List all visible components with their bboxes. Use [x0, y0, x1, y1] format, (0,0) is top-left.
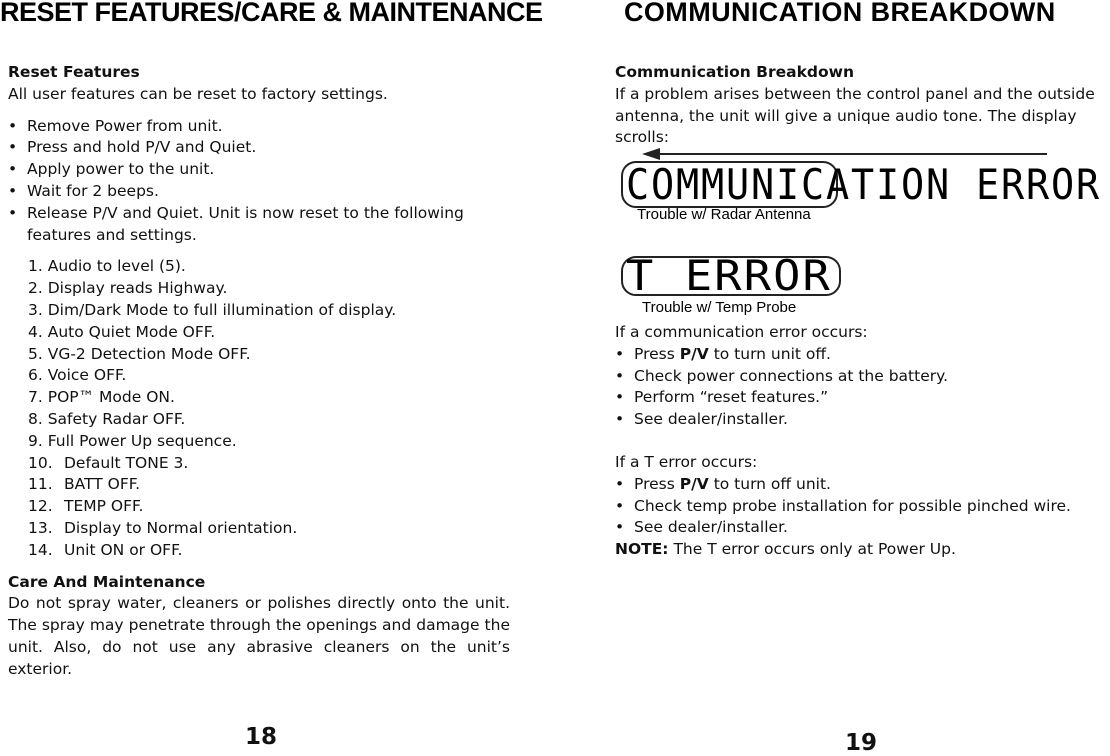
list-item: 3. Dim/Dark Mode to full illumination of display. [28, 300, 397, 319]
list-item: 6. Voice OFF. [28, 366, 127, 385]
page-number-left: 18 [245, 724, 278, 750]
display1-lcd-text: COMMUNICATION ERROR [626, 160, 1101, 209]
list-item: • See dealer/installer. [615, 518, 788, 537]
reset-features-intro: All user features can be reset to factory settings. [8, 84, 388, 103]
care-maintenance-text: Do not spray water, cleaners or polishes directly onto the unit. The spray may penetrate through the openings and damage the unit. Also, do not use any abrasive cleaners on the unit’s exterior. [8, 594, 510, 678]
care-maintenance-title: Care And Maintenance [8, 572, 206, 591]
list-item: 9. Full Power Up sequence. [28, 431, 237, 450]
comm-breakdown-title: Communication Breakdown [615, 63, 854, 81]
display1-caption: Trouble w/ Radar Antenna [637, 206, 811, 223]
t-error-intro: If a T error occurs: [615, 452, 758, 471]
list-item: 12. TEMP OFF. [28, 497, 144, 516]
comm-error-intro: If a communication error occurs: [615, 323, 868, 341]
list-item: 1. Audio to level (5). [28, 257, 186, 276]
list-item: • Check temp probe installation for possible pinched wire. [615, 496, 1071, 515]
scrolling-display-illustration [612, 146, 1108, 228]
list-item: • Remove Power from unit. [8, 116, 223, 135]
list-item: • Press and hold P/V and Quiet. [8, 138, 257, 157]
list-item: • Release P/V and Quiet. Unit is now reset to the following features and settings. [8, 203, 464, 244]
list-item: 13. Display to Normal orientation. [28, 518, 298, 537]
list-item: • Press P/V to turn unit off. [615, 344, 831, 363]
left-page-heading: RESET FEATURES/CARE & MAINTENANCE [0, 0, 543, 27]
list-item: 8. Safety Radar OFF. [28, 409, 186, 428]
display2-caption: Trouble w/ Temp Probe [642, 299, 797, 316]
list-item: • Check power connections at the battery. [615, 366, 949, 385]
reset-bullet-list [8, 116, 510, 247]
list-item: 4. Auto Quiet Mode OFF. [28, 322, 216, 341]
list-item: 11. BATT OFF. [28, 475, 141, 494]
list-item: • Apply power to the unit. [8, 160, 215, 179]
right-page-column [615, 62, 1107, 149]
note: NOTE: The T error occurs only at Power Up. [615, 540, 956, 559]
comm-breakdown-intro: If a problem arises between the control panel and the outside antenna, the unit will give a unique audio tone. The display scrolls: [615, 84, 1095, 147]
list-item: 7. POP™ Mode ON. [28, 388, 175, 407]
list-item: 5. VG-2 Detection Mode OFF. [28, 344, 251, 363]
reset-settings-list [28, 256, 510, 561]
error-instructions [615, 322, 1107, 561]
scroll-arrow-head-icon [642, 148, 660, 160]
page-number-right: 19 [845, 730, 878, 756]
list-item: 2. Display reads Highway. [28, 279, 228, 298]
list-item: • See dealer/installer. [615, 410, 788, 429]
list-item: • Press P/V to turn off unit. [615, 474, 831, 493]
left-page-column [8, 62, 510, 681]
list-item: 14. Unit ON or OFF. [28, 540, 183, 559]
list-item: • Perform “reset features.” [615, 388, 829, 407]
list-item: 10. Default TONE 3. [28, 453, 189, 472]
t-error-display-illustration [612, 252, 852, 320]
list-item: • Wait for 2 beeps. [8, 181, 159, 200]
reset-features-title: Reset Features [8, 63, 140, 81]
display2-lcd-text: T ERROR [626, 252, 832, 300]
right-page-heading: COMMUNICATION BREAKDOWN [624, 0, 1056, 27]
